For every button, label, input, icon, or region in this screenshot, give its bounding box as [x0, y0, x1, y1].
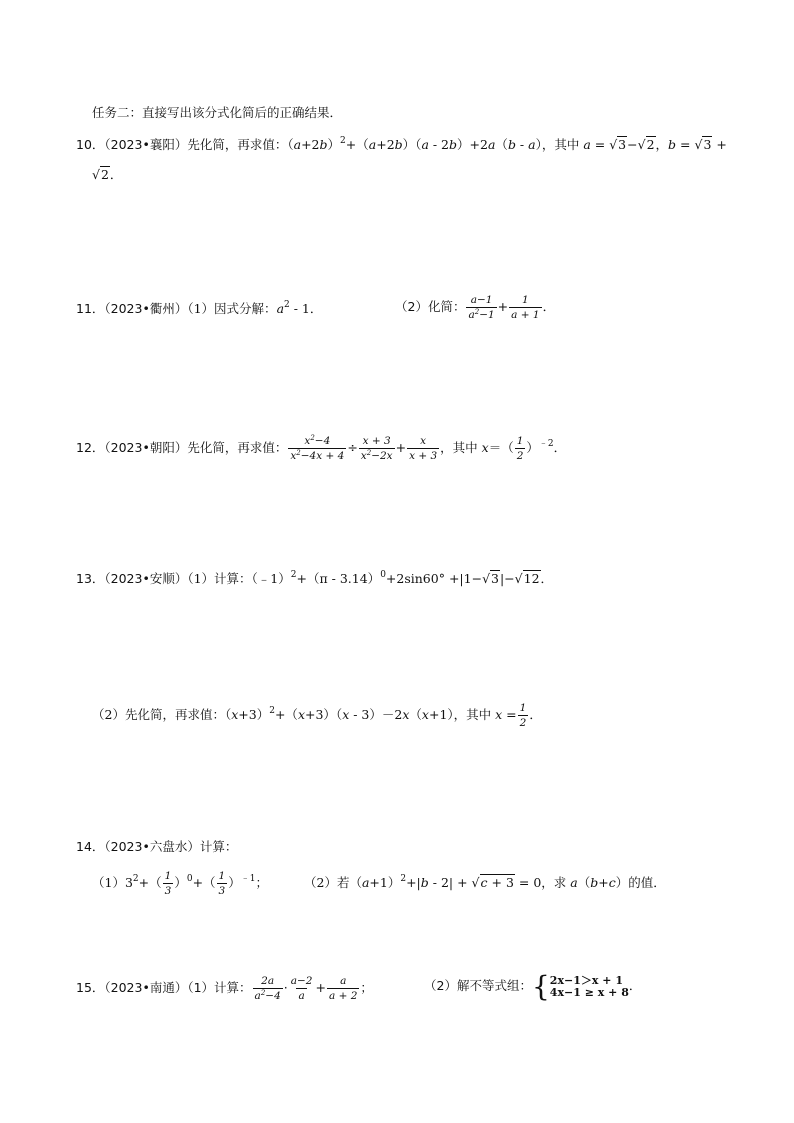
- task2-instruction: 任务二：直接写出该分式化简后的正确结果．: [92, 105, 343, 120]
- q13-source: （2023•安顺）: [104, 571, 188, 586]
- question-11: [76, 300, 322, 318]
- q12-fraction-2: $\frac{x + 3}{x^2-2x}$: [360, 435, 393, 462]
- q13-part2: （2）先化简，再求值：$(x+3)^2+(x+3)(x - 3)-2x(x+1)$，其中 x = $\frac{1}{2}$ ．: [92, 702, 542, 729]
- q12-half: $\frac{1}{2}$: [516, 435, 524, 462]
- q15-ineq-1: 2x−1＞x + 1: [549, 973, 623, 987]
- q13-part1: （1）计算：（﹣1）$^2$+（π - 3.14）$^0$+2sin60° +|1−√3|−√12．: [187, 570, 554, 586]
- q10-number: 10．: [76, 137, 105, 152]
- q15-part1: （1）计算：: [187, 980, 252, 995]
- question-14: [76, 838, 237, 856]
- q15-number: 15．: [76, 980, 105, 995]
- question-10: [76, 136, 727, 154]
- q15-part2: （2）解不等式组：{ 2x−1＞x + 1 4x−1 ≥ x + 8 ．: [424, 969, 642, 1003]
- q11-number: 11．: [76, 301, 105, 316]
- q15-ineq-2: 4x−1 ≥ x + 8: [549, 985, 629, 999]
- q10-text: 先化简，再求值：: [187, 137, 288, 152]
- q14-third-2: $\frac{1}{3}$: [218, 870, 226, 897]
- question-12: 12．（2023•朝阳）先化简，再求值： $\frac{x^2-4}{x^2-4x + 4}$ ÷ $\frac{x + 3}{x^2-2x}$ + $\frac{x}{x + 3}$ ，其中 x＝（ $\frac{1}{2}$ ）$^{﹣2}$．: [76, 434, 567, 462]
- q14-part1: $(1)3^2+$（ $\frac{1}{3}$ ）$^0$+（ $\frac{1}{3}$ ）$^{﹣1}$；: [92, 870, 268, 897]
- q11-fraction-1: $\frac{a-1}{a^2-1}$: [468, 294, 495, 321]
- q11-part2-label: （2）化简：: [395, 299, 466, 314]
- q14-text: 计算：: [199, 839, 238, 854]
- q12-source: （2023•朝阳）: [104, 440, 188, 455]
- q15-source: （2023•南通）: [104, 980, 188, 995]
- q12-fraction-3: $\frac{x}{x + 3}$: [409, 435, 438, 462]
- q11-part1: （1）因式分解：$a^2 - 1$．: [187, 300, 323, 316]
- q13-half: $\frac{1}{2}$: [519, 702, 527, 729]
- q11-fraction-2: $\frac{1}{a + 1}$: [511, 294, 540, 321]
- q14-third-1: $\frac{1}{3}$: [164, 870, 172, 897]
- q14-number: 14．: [76, 839, 105, 854]
- q11-part2: （2）化简： $\frac{a-1}{a^2-1}$ + $\frac{1}{a + 1}$ ．: [395, 294, 556, 321]
- question-13: [76, 570, 553, 588]
- q15-fraction-2: $\frac{a-2}{a}$: [290, 975, 313, 1002]
- q12-text: 先化简，再求值：: [187, 440, 288, 455]
- q13-number: 13．: [76, 571, 105, 586]
- q10-expression-cont: √2．: [92, 167, 123, 182]
- q14-part2: （2）若$(a+1)^2+|b - 2| + √c + 3 = 0$，求 a（b+c）的值．: [304, 874, 666, 890]
- q11-source: （2023•衢州）: [104, 301, 188, 316]
- q15-fraction-3: $\frac{a}{a + 2}$: [328, 975, 358, 1002]
- question-15: 15．（2023•南通）（1）计算： $\frac{2a}{a^2-4}$ · $\frac{a-2}{a}$ + $\frac{a}{a + 2}$ ；: [76, 975, 373, 1002]
- q15-fraction-1: $\frac{2a}{a^2-4}$: [254, 975, 281, 1002]
- q12-number: 12．: [76, 440, 105, 455]
- q10-expression: $(a+2b)^2+(a+2b)(a - 2b)+2a(b - a)$，其中 a = √3−√2，b = √3 +: [287, 136, 727, 152]
- q15-brace: {: [531, 969, 550, 1003]
- q14-source: （2023•六盘水）: [104, 839, 200, 854]
- q15-inequality-system: [550, 975, 629, 999]
- q10-source: （2023•襄阳）: [104, 137, 188, 152]
- q12-fraction-1: $\frac{x^2-4}{x^2-4x + 4}$: [290, 434, 345, 462]
